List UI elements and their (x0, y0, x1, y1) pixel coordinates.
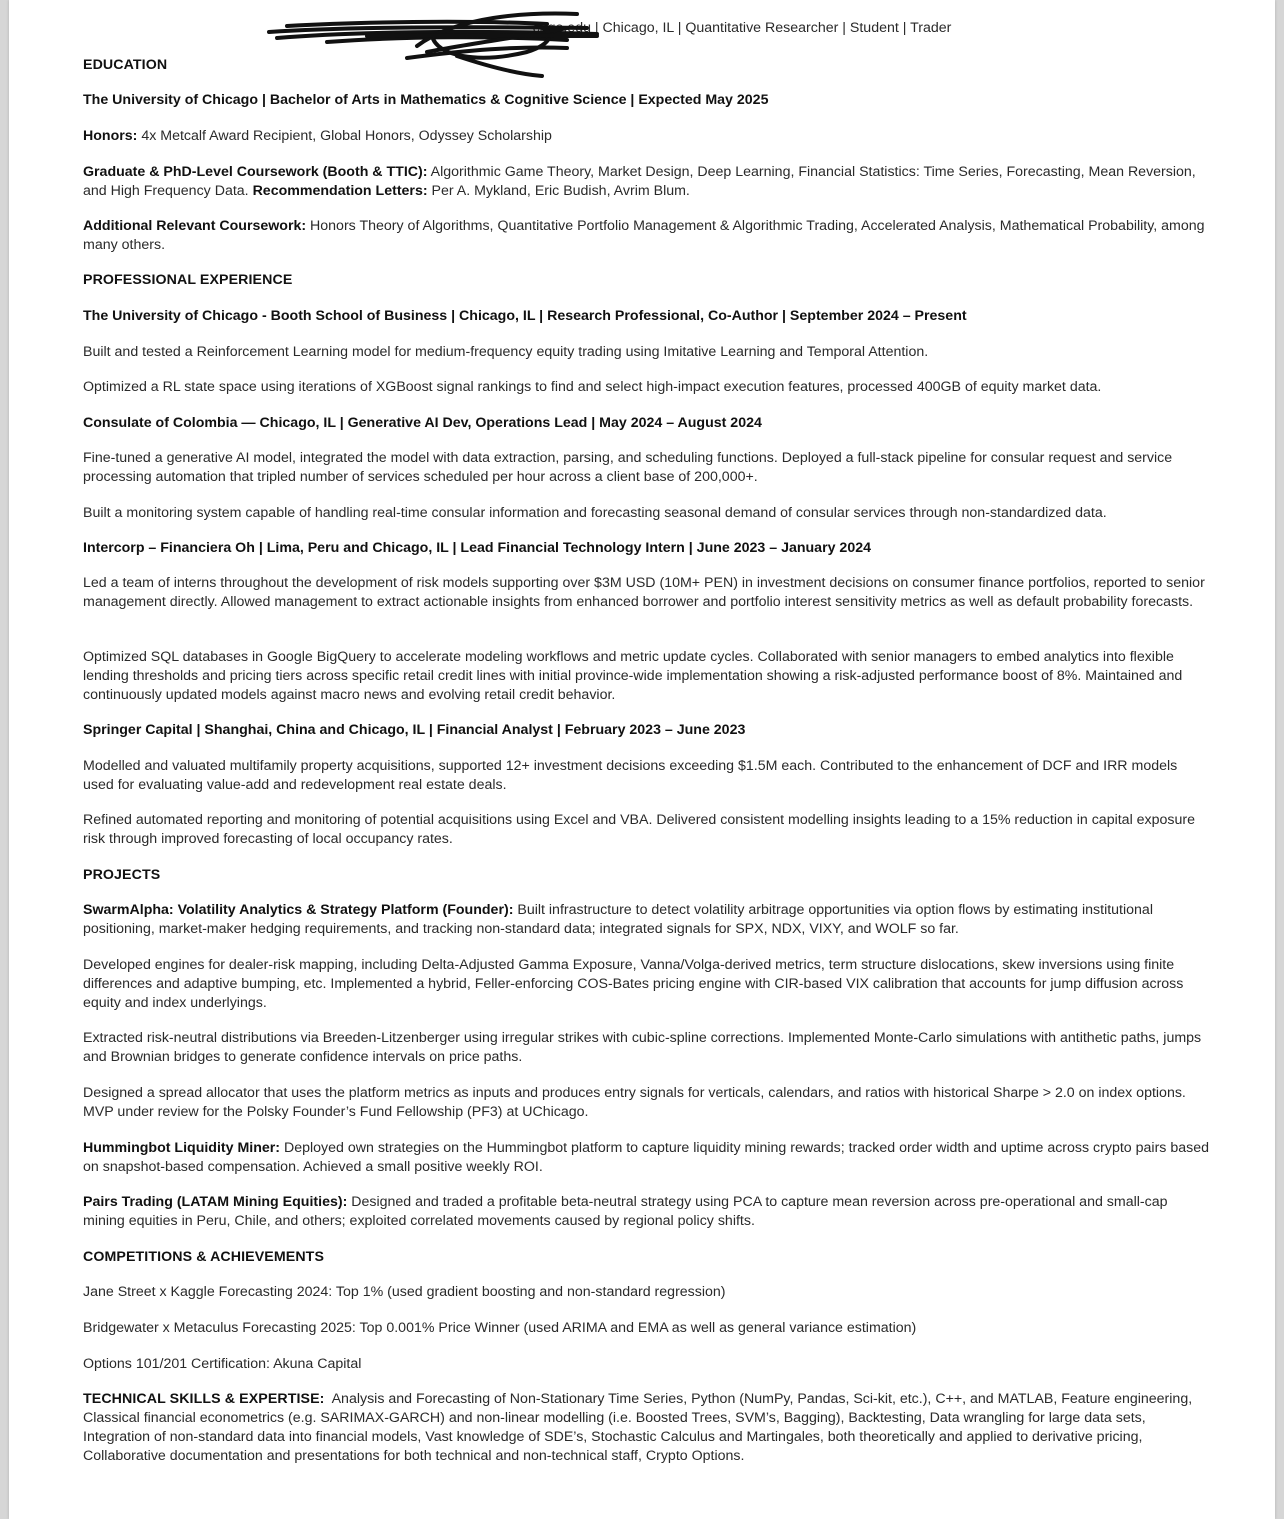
job-heading: Springer Capital | Shanghai, China and Chicago, IL | Financial Analyst | February 2023 – June 2023 (83, 722, 746, 738)
project-swarmalpha-allocator: Designed a spread allocator that uses the platform metrics as inputs and produces entry signals for verticals, calendars, and ratios with historical Sharpe > 2.0 on index options. MVP under review for the Polsky Founder’s Fund Fellowship (PF3) at UChicago. (83, 1085, 1186, 1120)
technical-skills-label: TECHNICAL SKILLS & EXPERTISE: (83, 1391, 325, 1407)
competition-item: Options 101/201 Certification: Akuna Capital (83, 1356, 362, 1372)
project-pairs-label: Pairs Trading (LATAM Mining Equities): (83, 1194, 348, 1210)
recommendation-label: Recommendation Letters: (252, 183, 428, 199)
recommendation-text: Per A. Mykland, Eric Budish, Avrim Blum. (427, 183, 690, 199)
job-bullet: Led a team of interns throughout the development of risk models supporting over $3M USD (10M+ PEN) in investment decisions on consumer finance portfolios, reported to senior management directly. Allowed management to extract actionable insights from enhanced borrower and portfolio interest sensitivity metrics as well as default probability forecasts. (83, 575, 1205, 610)
additional-coursework-label: Additional Relevant Coursework: (83, 218, 307, 234)
project-hummingbot-label: Hummingbot Liquidity Miner: (83, 1140, 281, 1156)
grad-coursework-text: Algorithmic Game Theory, Market Design, Deep Learning, Financial Statistics: Time Series, Forecasting, Mean Reversion, and High Frequency Data. (83, 164, 1196, 199)
education-degree: The University of Chicago | Bachelor of Arts in Mathematics & Cognitive Science | Expected May 2025 (83, 92, 769, 108)
job-bullet: Optimized a RL state space using iterations of XGBoost signal rankings to find and select high-impact execution features, processed 400GB of equity market data. (83, 379, 1102, 395)
project-pairs-text: Designed and traded a profitable beta-neutral strategy using PCA to capture mean reversion across pre-operational and small-cap mining equities in Peru, Chile, and others; exploited correlated movements caused by regional policy shifts. (83, 1194, 1168, 1229)
project-swarmalpha-label: SwarmAlpha: Volatility Analytics & Strategy Platform (Founder): (83, 902, 514, 918)
contact-header (9, 20, 1275, 36)
education-honors (83, 127, 1211, 146)
technical-skills (83, 1390, 1211, 1466)
project-hummingbot-text: Deployed own strategies on the Hummingbot platform to capture liquidity mining rewards; tracked order width and uptime across crypto pairs based on snapshot-based compensation. Achieved a small positive weekly ROI. (83, 1140, 1209, 1175)
section-title-experience: PROFESSIONAL EXPERIENCE (83, 272, 293, 288)
section-title-education: EDUCATION (83, 57, 168, 73)
project-hummingbot (83, 1139, 1211, 1177)
resume-page (9, 0, 1275, 1519)
job-heading: Consulate of Colombia — Chicago, IL | Generative AI Dev, Operations Lead | May 2024 – August 2024 (83, 415, 762, 431)
job-bullet: Fine-tuned a generative AI model, integrated the model with data extraction, parsing, and scheduling functions. Deployed a full-stack pipeline for consular request and service processing automation that tripled number of services scheduled per hour across a client base of 200,000+. (83, 450, 1173, 485)
job-bullet: Refined automated reporting and monitoring of potential acquisitions using Excel and VBA. Delivered consistent modelling insights leading to a 15% reduction in capital exposure risk through improved forecasting of local occupancy rates. (83, 812, 1196, 847)
grad-coursework-label: Graduate & PhD-Level Coursework (Booth & TTIC): (83, 164, 428, 180)
project-swarmalpha-distributions: Extracted risk-neutral distributions via Breeden-Litzenberger using irregular strikes with cubic-spline corrections. Implemented Monte-Carlo simulations with antithetic paths, jumps and Brownian bridges to generate confidence intervals on price paths. (83, 1030, 1202, 1065)
section-title-projects: PROJECTS (83, 867, 161, 883)
job-heading: The University of Chicago - Booth School of Business | Chicago, IL | Research Professional, Co-Author | September 2024 – Present (83, 308, 967, 324)
job-bullet: Optimized SQL databases in Google BigQuery to accelerate modeling workflows and metric update cycles. Collaborated with senior managers to embed analytics into flexible lending thresholds and pricing tiers across specific retail credit lines with initial province-wide implementation showing a risk-adjusted performance boost of 8%. Maintained and continuously updated models against macro news and evolving retail credit behavior. (83, 649, 1183, 703)
project-swarmalpha-engines: Developed engines for dealer-risk mapping, including Delta-Adjusted Gamma Exposure, Vanna/Volga-derived metrics, term structure dislocations, skew inversions using finite differences and adaptive bumping, etc. Implemented a hybrid, Feller-enforcing COS-Bates pricing engine with CIR-based VIX calibration that accounts for jump diffusion across equity and index underlyings. (83, 957, 1184, 1011)
education-additional-coursework (83, 217, 1211, 255)
project-swarmalpha (83, 901, 1211, 939)
competition-item: Jane Street x Kaggle Forecasting 2024: Top 1% (used gradient boosting and non-standard regression) (83, 1284, 726, 1300)
contact-visible-text: cago.edu | Chicago, IL | Quantitative Researcher | Student | Trader (532, 20, 952, 36)
section-title-competitions: COMPETITIONS & ACHIEVEMENTS (83, 1249, 325, 1265)
technical-skills-text: Analysis and Forecasting of Non-Stationary Time Series, Python (NumPy, Pandas, Sci-kit, etc.), C++, and MATLAB, Feature engineering, Classical financial econometrics (e.g. SARIMAX-GARCH) and non-linear modelling (i.e. Boosted Trees, SVM’s, Bagging), Backtesting, Data wrangling for large data sets, Integration of non-standard data into financial models, Vast knowledge of SDE’s, Stochastic Calculus and Martingales, both theoretically and applied to derivative pricing, Collaborative documentation and presentations for both technical and non-technical staff, Crypto Options. (83, 1391, 1197, 1464)
competition-item: Bridgewater x Metaculus Forecasting 2025: Top 0.001% Price Winner (used ARIMA and EMA as well as general variance estimation) (83, 1320, 917, 1336)
job-bullet: Built and tested a Reinforcement Learning model for medium-frequency equity trading using Imitative Learning and Temporal Attention. (83, 344, 929, 360)
project-swarmalpha-text: Built infrastructure to detect volatility arbitrage opportunities via option flows by estimating institutional positioning, market-maker hedging requirements, and tracking non-standard data; integrated signals for SPX, NDX, VIXY, and WOLF so far. (83, 902, 1153, 937)
project-pairs-trading (83, 1193, 1211, 1231)
job-bullet: Modelled and valuated multifamily property acquisitions, supported 12+ investment decisions exceeding $1.5M each. Contributed to the enhancement of DCF and IRR models used for evaluating value-add and redevelopment real estate deals. (83, 758, 1178, 793)
additional-coursework-text: Honors Theory of Algorithms, Quantitative Portfolio Management & Algorithmic Trading, Accelerated Analysis, Mathematical Probability, among many others. (83, 218, 1205, 253)
job-heading: Intercorp – Financiera Oh | Lima, Peru and Chicago, IL | Lead Financial Technology Intern | June 2023 – January 2024 (83, 540, 871, 556)
honors-text: 4x Metcalf Award Recipient, Global Honors, Odyssey Scholarship (137, 128, 552, 144)
education-grad-coursework (83, 163, 1211, 201)
honors-label: Honors: (83, 128, 138, 144)
job-bullet: Built a monitoring system capable of handling real-time consular information and forecasting seasonal demand of consular services through non-standardized data. (83, 505, 1107, 521)
